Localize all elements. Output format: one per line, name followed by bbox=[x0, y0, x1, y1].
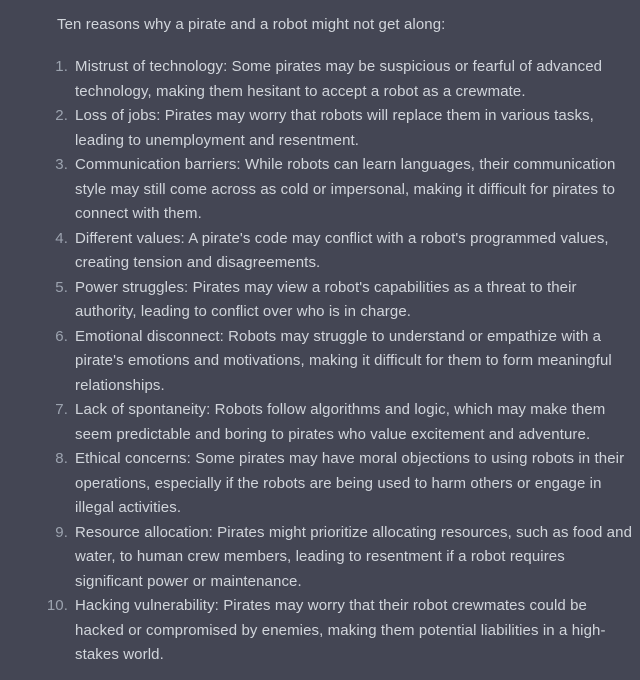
list-item bbox=[0, 521, 640, 595]
list-item-number: 9. bbox=[55, 523, 68, 541]
list-item-line: stakes world. bbox=[75, 646, 164, 663]
list-item-text bbox=[75, 227, 623, 276]
list-item-line: Emotional disconnect: Robots may struggle to understand or empathize with a bbox=[75, 327, 602, 345]
list-item-line: water, to human crew members, leading to resentment if a robot requires bbox=[75, 548, 565, 565]
list-item bbox=[0, 104, 640, 153]
list-item-text bbox=[75, 153, 623, 227]
intro-text: Ten reasons why a pirate and a robot might not get along: bbox=[57, 16, 446, 33]
list-item-number: 5. bbox=[55, 278, 68, 296]
list-item-line: authority, leading to conflict over who is in charge. bbox=[75, 303, 412, 320]
list-item bbox=[0, 594, 640, 668]
list-item-number: 10. bbox=[46, 597, 68, 614]
list-item-number: 3. bbox=[55, 156, 68, 173]
list-item-number: 4. bbox=[55, 229, 68, 247]
list-item bbox=[0, 55, 640, 104]
list-item-line: Communication barriers: While robots can learn languages, their communication bbox=[75, 156, 616, 173]
list-item-line: hacked or compromised by enemies, making them potential liabilities in a high- bbox=[75, 621, 606, 639]
list-item-number: 7. bbox=[55, 401, 68, 418]
list-item-text bbox=[75, 521, 633, 595]
list-item bbox=[0, 325, 640, 399]
list-item-line: pirate's emotions and motivations, making it difficult for them to form meaningful bbox=[75, 352, 612, 369]
list-item-line: style may still come across as cold or impersonal, making it difficult for pirates to bbox=[75, 180, 616, 198]
list-item-number: 1. bbox=[55, 58, 68, 75]
list-item-number: 6. bbox=[55, 327, 68, 345]
list-item bbox=[0, 153, 640, 227]
list-item-text bbox=[75, 276, 623, 325]
list-item-text bbox=[75, 594, 623, 668]
list-item-line: operations, especially if the robots are being used to harm others or engage in bbox=[75, 474, 602, 492]
list-item-line: relationships. bbox=[75, 376, 165, 394]
list-item-line: connect with them. bbox=[75, 205, 202, 222]
list-item-line: Lack of spontaneity: Robots follow algorithms and logic, which may make them bbox=[75, 401, 606, 418]
list-item-text bbox=[75, 55, 623, 104]
list-item-text bbox=[75, 104, 623, 153]
list-item bbox=[0, 276, 640, 325]
reason-list bbox=[0, 55, 640, 668]
list-item-line: significant power or maintenance. bbox=[75, 572, 302, 590]
list-item-text bbox=[75, 447, 623, 521]
list-item-line: Hacking vulnerability: Pirates may worry that their robot crewmates could be bbox=[75, 597, 587, 614]
list-item bbox=[0, 227, 640, 276]
list-item bbox=[0, 447, 640, 521]
list-item-text bbox=[75, 398, 623, 447]
list-item-line: leading to unemployment and resentment. bbox=[75, 131, 360, 149]
list-item-text bbox=[75, 325, 623, 399]
list-item-line: Ethical concerns: Some pirates may have moral objections to using robots in their bbox=[75, 450, 625, 467]
list-item-line: Loss of jobs: Pirates may worry that robots will replace them in various tasks, bbox=[75, 107, 594, 124]
list-item-line: seem predictable and boring to pirates who value excitement and adventure. bbox=[75, 425, 591, 443]
list-item bbox=[0, 398, 640, 447]
list-item-line: Mistrust of technology: Some pirates may be suspicious or fearful of advanced bbox=[75, 58, 603, 75]
list-item-line: Different values: A pirate's code may conflict with a robot's programmed values, bbox=[75, 229, 609, 247]
list-item-line: Power struggles: Pirates may view a robot's capabilities as a threat to their bbox=[75, 278, 577, 296]
list-item-number: 2. bbox=[55, 107, 68, 124]
list-item-line: Resource allocation: Pirates might prioritize allocating resources, such as food and bbox=[75, 523, 633, 541]
list-item-line: technology, making them hesitant to accept a robot as a crewmate. bbox=[75, 82, 526, 100]
list-item-line: creating tension and disagreements. bbox=[75, 254, 321, 271]
list-item-line: illegal activities. bbox=[75, 499, 182, 516]
list-item-number: 8. bbox=[55, 450, 68, 467]
